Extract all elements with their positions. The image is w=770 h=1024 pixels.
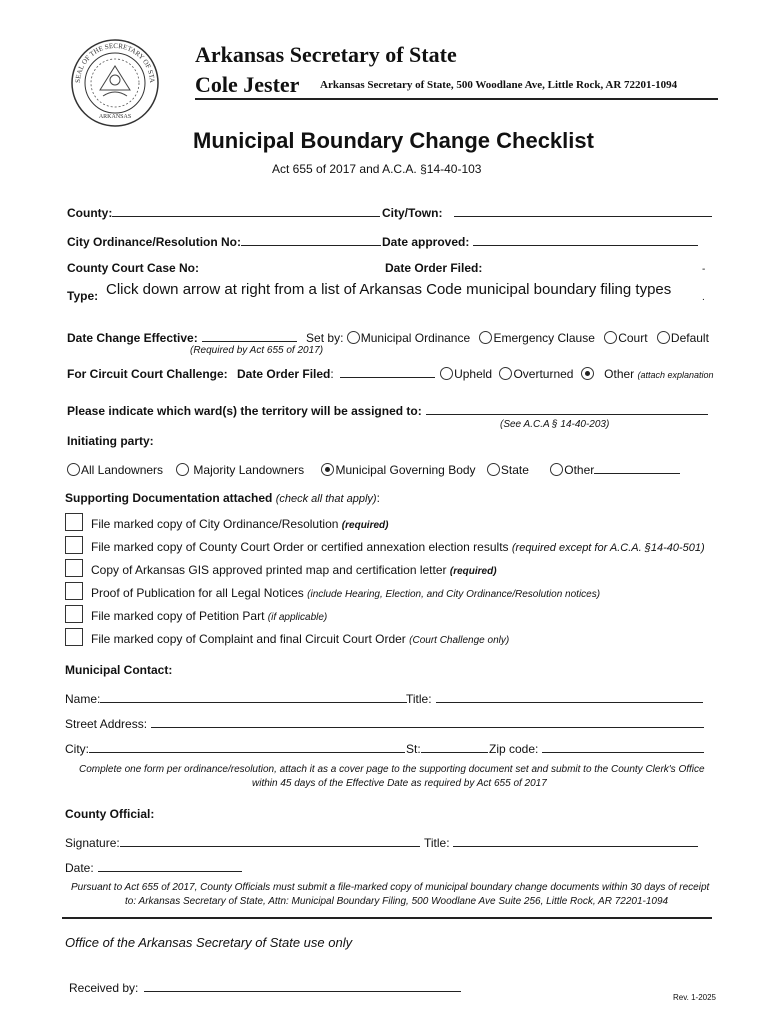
date-change-row: Date Change Effective: Set by: Municipal Ordinance Emergency Clause Court Default: [67, 328, 709, 345]
radio-majority-landowners[interactable]: [176, 463, 189, 476]
initiating-party-row: All Landowners Majority Landowners Municipal Governing Body State Other: [67, 460, 680, 477]
checkbox-ordinance[interactable]: [65, 513, 83, 531]
doc-item-complaint: File marked copy of Complaint and final Circuit Court Order (Court Challenge only): [91, 632, 510, 646]
svg-text:ARKANSAS: ARKANSAS: [98, 114, 132, 120]
radio-overturned[interactable]: [499, 367, 512, 380]
page-subtitle: Act 655 of 2017 and A.C.A. §14-40-103: [272, 162, 482, 176]
checkbox-complaint[interactable]: [65, 628, 83, 646]
received-by-field[interactable]: Received by:: [69, 978, 461, 995]
svg-text:SEAL OF THE SECRETARY OF STATE: SEAL OF THE SECRETARY OF STA: [73, 41, 157, 84]
header-rule: [195, 98, 718, 100]
county-official-label: County Official:: [65, 807, 155, 821]
checkbox-court-order[interactable]: [65, 536, 83, 554]
radio-all-landowners[interactable]: [67, 463, 80, 476]
page-title: Municipal Boundary Change Checklist: [193, 128, 594, 153]
radio-court[interactable]: [604, 331, 617, 344]
dropdown-arrow-icon[interactable]: .: [702, 292, 705, 303]
type-dropdown[interactable]: Click down arrow at right from a list of Arkansas Code municipal boundary filing types: [106, 281, 672, 298]
radio-municipal-governing-body[interactable]: [321, 463, 334, 476]
ordinance-no-field[interactable]: City Ordinance/Resolution No:: [67, 232, 381, 249]
contact-zip-field[interactable]: Zip code:: [489, 739, 704, 756]
contact-state-field[interactable]: St:: [406, 739, 488, 756]
contact-title-field[interactable]: Title:: [406, 689, 703, 706]
court-case-no-field[interactable]: County Court Case No:: [67, 261, 199, 275]
radio-emergency-clause[interactable]: [479, 331, 492, 344]
office-title: Arkansas Secretary of State: [195, 42, 457, 67]
pursuant-note-line1: Pursuant to Act 655 of 2017, County Officials must submit a file-marked copy of municipal boundary change documents within 30 days of receipt: [71, 882, 710, 893]
radio-default[interactable]: [657, 331, 670, 344]
secretary-name: Cole Jester: [195, 72, 300, 97]
type-label: Type:: [67, 289, 99, 303]
dropdown-marker-top: -: [702, 264, 706, 275]
checkbox-gis-map[interactable]: [65, 559, 83, 577]
street-address-field[interactable]: Street Address:: [65, 714, 704, 731]
doc-item-ordinance: File marked copy of City Ordinance/Resolution (required): [91, 517, 389, 531]
submission-note-line2: within 45 days of the Effective Date as required by Act 655 of 2017: [252, 778, 547, 789]
doc-item-publication: Proof of Publication for all Legal Notices (include Hearing, Election, and City Ordinance/Resolution notices): [91, 586, 601, 600]
municipal-contact-label: Municipal Contact:: [65, 663, 173, 677]
contact-name-field[interactable]: Name:: [65, 689, 407, 706]
date-order-filed-field[interactable]: Date Order Filed:: [385, 261, 483, 275]
signature-field[interactable]: Signature:: [65, 833, 420, 850]
official-date-field[interactable]: Date:: [65, 858, 242, 875]
circuit-challenge-row: For Circuit Court Challenge: Date Order Filed: Upheld Overturned Other (attach explanation: [67, 364, 714, 381]
doc-item-gis-map: Copy of Arkansas GIS approved printed map and certification letter (required): [91, 563, 497, 577]
state-seal: [70, 38, 160, 128]
office-address: Arkansas Secretary of State, 500 Woodlane Ave, Little Rock, AR 72201-1094: [320, 79, 678, 91]
ward-note: (See A.C.A § 14-40-203): [500, 419, 610, 430]
date-approved-field[interactable]: Date approved:: [382, 232, 698, 249]
ward-field[interactable]: Please indicate which ward(s) the territory will be assigned to:: [67, 401, 708, 418]
office-use-divider: [62, 917, 712, 919]
official-title-field[interactable]: Title:: [424, 833, 698, 850]
radio-other-party[interactable]: [550, 463, 563, 476]
radio-other[interactable]: [581, 367, 594, 380]
radio-municipal-ordinance[interactable]: [347, 331, 360, 344]
doc-item-court-order: File marked copy of County Court Order or certified annexation election results (required except for A.C.A. §14-40-501): [91, 540, 705, 554]
initiating-party-label: Initiating party:: [67, 434, 154, 448]
submission-note-line1: Complete one form per ordinance/resolution, attach it as a cover page to the supporting document set and submit to the County Clerk's Office: [79, 764, 705, 775]
supporting-docs-label: Supporting Documentation attached (check all that apply):: [65, 491, 380, 505]
radio-upheld[interactable]: [440, 367, 453, 380]
doc-item-petition: File marked copy of Petition Part (if applicable): [91, 609, 328, 623]
city-town-field[interactable]: City/Town:: [382, 203, 712, 220]
radio-state[interactable]: [487, 463, 500, 476]
pursuant-note-line2: to: Arkansas Secretary of State, Attn: Municipal Boundary Filing, 500 Woodlane Ave Suite 256, Little Rock, AR 72201-1094: [125, 896, 669, 907]
revision-label: Rev. 1-2025: [673, 993, 716, 1002]
checkbox-petition[interactable]: [65, 605, 83, 623]
contact-city-field[interactable]: City:: [65, 739, 405, 756]
required-note: (Required by Act 655 of 2017): [190, 345, 324, 356]
checkbox-publication[interactable]: [65, 582, 83, 600]
office-use-label: Office of the Arkansas Secretary of State use only: [65, 935, 353, 950]
county-field[interactable]: County:: [67, 203, 380, 220]
